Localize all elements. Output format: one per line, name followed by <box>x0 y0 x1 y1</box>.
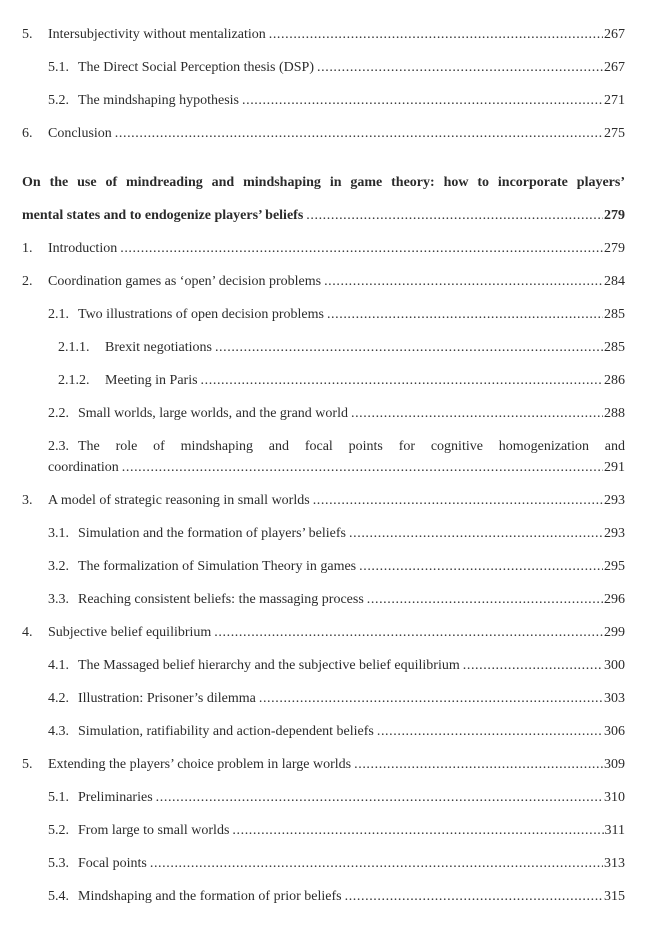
dot-leader <box>122 457 603 478</box>
toc-entry-title: Preliminaries <box>78 790 153 805</box>
toc-entry[interactable] <box>48 304 625 325</box>
toc-entry-title: From large to small worlds <box>78 823 230 838</box>
dot-leader <box>317 57 603 78</box>
toc-entry-title: The mindshaping hypothesis <box>78 93 239 108</box>
toc-entry-page: 293 <box>604 493 625 508</box>
toc-entry-title: The Massaged belief hierarchy and the subjective belief equilibrium <box>78 658 460 673</box>
toc-entry-number: 5.3. <box>48 856 69 871</box>
toc-entry-number: 5.1. <box>48 790 69 805</box>
toc-entry[interactable] <box>48 688 625 709</box>
toc-entry-title: The formalization of Simulation Theory in games <box>78 559 357 574</box>
toc-entry-title: Simulation and the formation of players’ beliefs <box>78 526 347 541</box>
toc-entry[interactable] <box>48 721 625 742</box>
toc-entry-title: Conclusion <box>48 126 112 141</box>
dot-leader <box>201 370 603 391</box>
toc-entry-number: 5.1. <box>48 60 69 75</box>
toc-entry-number: 6. <box>22 126 33 141</box>
toc-entry-title: Mindshaping and the formation of prior beliefs <box>78 889 342 904</box>
toc-entry[interactable] <box>22 24 625 45</box>
toc-entry-number: 4.3. <box>48 724 69 739</box>
toc-entry-number: 5.2. <box>48 93 69 108</box>
toc-entry-title: Illustration: Prisoner’s dilemma <box>78 691 256 706</box>
toc-entry-title: Meeting in Paris <box>105 373 198 388</box>
toc-entry-title: The role of mindshaping and focal points for cognitive homogenization and <box>78 439 625 454</box>
dot-leader <box>269 24 603 45</box>
toc-entry[interactable] <box>48 655 625 676</box>
toc-entry-page: 311 <box>604 823 625 838</box>
dot-leader <box>349 523 603 544</box>
dot-leader <box>463 655 603 676</box>
toc-entry-page: 315 <box>604 889 625 904</box>
toc-entry[interactable] <box>22 754 625 775</box>
toc-entry-title: Intersubjectivity without mentalization <box>48 27 266 42</box>
dot-leader <box>259 688 603 709</box>
toc-entry-line2 <box>48 457 625 478</box>
toc-entry-title-continued: coordination <box>48 460 119 475</box>
toc-entry-page: 306 <box>604 724 625 739</box>
toc-entry[interactable] <box>48 589 625 610</box>
toc-entry-page: 286 <box>604 373 625 388</box>
toc-entry-page: 310 <box>604 790 625 805</box>
toc-entry-number: 2.1.2. <box>58 373 90 388</box>
toc-entry-page: 296 <box>604 592 625 607</box>
toc-entry-page: 291 <box>604 460 625 475</box>
dot-leader <box>120 238 603 259</box>
toc-entry-number: 5. <box>22 27 33 42</box>
toc-entry-title: Introduction <box>48 241 118 256</box>
toc-entry-line1 <box>48 436 625 457</box>
dot-leader <box>359 556 603 577</box>
toc-entry[interactable] <box>58 370 625 391</box>
toc-entry-page: 300 <box>604 658 625 673</box>
chapter-heading[interactable] <box>22 172 625 226</box>
dot-leader <box>232 820 603 841</box>
toc-entry-title: A model of strategic reasoning in small worlds <box>48 493 310 508</box>
dot-leader <box>367 589 603 610</box>
toc-entry-number: 3.1. <box>48 526 69 541</box>
dot-leader <box>345 886 603 907</box>
toc-entry[interactable] <box>48 820 625 841</box>
toc-entry-title: Brexit negotiations <box>105 340 212 355</box>
dot-leader <box>306 205 603 226</box>
dot-leader <box>354 754 603 775</box>
toc-entry[interactable] <box>48 90 625 111</box>
toc-entry-number: 2.2. <box>48 406 69 421</box>
toc-entry-number: 5.2. <box>48 823 69 838</box>
toc-entry-number: 5. <box>22 757 33 772</box>
toc-entry[interactable] <box>48 436 625 478</box>
chapter-heading-page: 279 <box>604 208 625 223</box>
toc-list <box>22 24 625 907</box>
toc-entry[interactable] <box>48 403 625 424</box>
toc-entry-page: 284 <box>604 274 625 289</box>
toc-entry[interactable] <box>22 622 625 643</box>
toc-entry[interactable] <box>22 123 625 144</box>
dot-leader <box>156 787 603 808</box>
toc-entry-number: 4.1. <box>48 658 69 673</box>
toc-entry[interactable] <box>48 523 625 544</box>
dot-leader <box>327 304 603 325</box>
toc-entry-number: 5.4. <box>48 889 69 904</box>
dot-leader <box>214 622 603 643</box>
toc-entry[interactable] <box>48 853 625 874</box>
toc-entry-number: 3.3. <box>48 592 69 607</box>
toc-entry-number: 2.3. <box>48 439 69 454</box>
dot-leader <box>150 853 603 874</box>
dot-leader <box>313 490 603 511</box>
toc-entry[interactable] <box>48 886 625 907</box>
dot-leader <box>377 721 603 742</box>
toc-entry[interactable] <box>58 337 625 358</box>
dot-leader <box>242 90 603 111</box>
toc-entry-page: 313 <box>604 856 625 871</box>
toc-entry-number: 2. <box>22 274 33 289</box>
toc-entry-page: 271 <box>604 93 625 108</box>
dot-leader <box>351 403 603 424</box>
toc-entry-title: Simulation, ratifiability and action-dependent beliefs <box>78 724 374 739</box>
toc-entry-number: 3. <box>22 493 33 508</box>
toc-entry-number: 3.2. <box>48 559 69 574</box>
toc-entry-page: 303 <box>604 691 625 706</box>
toc-entry-title: Extending the players’ choice problem in large worlds <box>48 757 352 772</box>
toc-entry-title: Small worlds, large worlds, and the grand world <box>78 406 348 421</box>
toc-entry-title: The Direct Social Perception thesis (DSP) <box>78 60 315 75</box>
toc-entry-page: 309 <box>604 757 625 772</box>
chapter-heading-text-continued: mental states and to endogenize players’ beliefs <box>22 208 304 223</box>
toc-entry[interactable] <box>48 556 625 577</box>
toc-entry-title: Focal points <box>78 856 147 871</box>
chapter-heading-line2 <box>22 205 625 226</box>
toc-entry-number: 2.1.1. <box>58 340 90 355</box>
toc-entry-page: 275 <box>604 126 625 141</box>
dot-leader <box>324 271 603 292</box>
toc-entry-number: 2.1. <box>48 307 69 322</box>
dot-leader <box>215 337 603 358</box>
chapter-heading-line1: On the use of mindreading and mindshaping in game theory: how to incorporate players’ <box>22 175 625 190</box>
toc-entry-page: 288 <box>604 406 625 421</box>
toc-entry-page: 295 <box>604 559 625 574</box>
toc-entry-title: Two illustrations of open decision problems <box>78 307 324 322</box>
toc-entry-number: 1. <box>22 241 33 256</box>
toc-entry-title: Reaching consistent beliefs: the massaging process <box>78 592 364 607</box>
toc-entry-number: 4. <box>22 625 33 640</box>
toc-entry-title: Coordination games as ‘open’ decision problems <box>48 274 322 289</box>
toc-entry-page: 267 <box>604 27 625 42</box>
toc-entry-page: 299 <box>604 625 625 640</box>
toc-entry-page: 279 <box>604 241 625 256</box>
toc-entry-page: 267 <box>604 60 625 75</box>
toc-entry[interactable] <box>22 271 625 292</box>
dot-leader <box>115 123 603 144</box>
toc-entry[interactable] <box>48 787 625 808</box>
toc-entry-title: Subjective belief equilibrium <box>48 625 212 640</box>
toc-entry[interactable] <box>22 238 625 259</box>
toc-entry-page: 293 <box>604 526 625 541</box>
toc-entry[interactable] <box>22 490 625 511</box>
toc-entry-page: 285 <box>604 307 625 322</box>
toc-entry-number: 4.2. <box>48 691 69 706</box>
toc-entry-page: 285 <box>604 340 625 355</box>
toc-entry[interactable] <box>48 57 625 78</box>
